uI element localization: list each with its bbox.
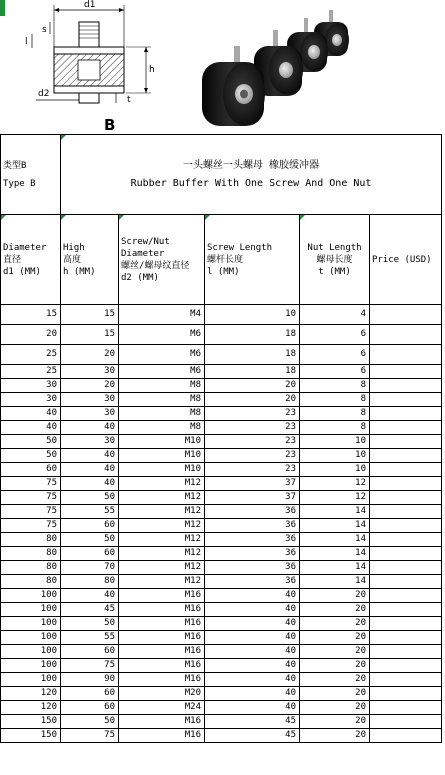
cell-thread: M10: [119, 449, 205, 463]
type-label-cell: [1, 135, 61, 215]
cell-screw-length: 36: [205, 505, 300, 519]
header-line: l (MM): [207, 266, 240, 277]
spec-table-container: [0, 134, 445, 775]
cell-nut-length: 10: [300, 435, 370, 449]
cell-diameter: 120: [1, 687, 61, 701]
table-row: [1, 659, 442, 673]
cell-diameter: 80: [1, 575, 61, 589]
header-line: Price (USD): [372, 254, 432, 265]
diagram-type-letter: B: [104, 116, 116, 134]
cell-screw-length: 40: [205, 589, 300, 603]
cell-high: 50: [61, 533, 119, 547]
cell-thread: M16: [119, 659, 205, 673]
header-line: Diameter: [3, 242, 47, 253]
cell-thread: M12: [119, 477, 205, 491]
header-diameter: [1, 215, 61, 305]
cell-thread: M12: [119, 575, 205, 589]
cell-thread: M8: [119, 379, 205, 393]
cell-screw-length: 20: [205, 393, 300, 407]
cell-screw-length: 23: [205, 449, 300, 463]
header-screw-length: [205, 215, 300, 305]
cell-screw-length: 23: [205, 463, 300, 477]
header-row: [1, 215, 442, 305]
cell-nut-length: 4: [300, 305, 370, 325]
header-line: 直径: [3, 254, 22, 265]
cell-nut-length: 14: [300, 505, 370, 519]
cell-high: 40: [61, 463, 119, 477]
table-row: [1, 463, 442, 477]
cell-nut-length: 12: [300, 491, 370, 505]
cell-diameter: 50: [1, 449, 61, 463]
cell-high: 40: [61, 477, 119, 491]
table-row: [1, 365, 442, 379]
cell-high: 50: [61, 491, 119, 505]
table-row: [1, 701, 442, 715]
cell-thread: M4: [119, 305, 205, 325]
cell-nut-length: 10: [300, 463, 370, 477]
table-row: [1, 477, 442, 491]
header-line: Diameter: [121, 248, 165, 259]
header-line: Screw/Nut: [121, 236, 170, 247]
cell-price: [370, 617, 442, 631]
cell-thread: M8: [119, 421, 205, 435]
cell-screw-length: 40: [205, 687, 300, 701]
cell-high: 40: [61, 449, 119, 463]
product-images: [0, 0, 445, 134]
cell-high: 20: [61, 379, 119, 393]
cell-high: 15: [61, 325, 119, 345]
cell-nut-length: 20: [300, 617, 370, 631]
cell-screw-length: 18: [205, 325, 300, 345]
cell-nut-length: 14: [300, 519, 370, 533]
cell-nut-length: 20: [300, 673, 370, 687]
cell-screw-length: 40: [205, 701, 300, 715]
cell-high: 45: [61, 603, 119, 617]
cell-nut-length: 14: [300, 547, 370, 561]
cell-thread: M16: [119, 645, 205, 659]
cell-nut-length: 8: [300, 393, 370, 407]
cell-diameter: 60: [1, 463, 61, 477]
cell-high: 30: [61, 393, 119, 407]
cell-screw-length: 20: [205, 379, 300, 393]
cell-nut-length: 14: [300, 533, 370, 547]
table-row: [1, 561, 442, 575]
cell-price: [370, 533, 442, 547]
cell-price: [370, 729, 442, 743]
cell-diameter: 100: [1, 673, 61, 687]
cell-high: 60: [61, 701, 119, 715]
cell-nut-length: 20: [300, 701, 370, 715]
table-row: [1, 325, 442, 345]
cell-screw-length: 36: [205, 547, 300, 561]
cell-high: 30: [61, 365, 119, 379]
cell-high: 50: [61, 617, 119, 631]
cell-nut-length: 20: [300, 715, 370, 729]
header-line: 螺丝/螺母纹直径: [121, 260, 190, 271]
table-row: [1, 547, 442, 561]
table-row: [1, 449, 442, 463]
cell-high: 75: [61, 729, 119, 743]
cell-thread: M24: [119, 701, 205, 715]
cell-nut-length: 8: [300, 407, 370, 421]
title-en: Rubber Buffer With One Screw And One Nut: [130, 177, 372, 189]
table-row: [1, 491, 442, 505]
cell-high: 60: [61, 687, 119, 701]
cell-price: [370, 631, 442, 645]
table-row: [1, 421, 442, 435]
table-row: [1, 631, 442, 645]
cell-diameter: 100: [1, 631, 61, 645]
cell-screw-length: 23: [205, 407, 300, 421]
cell-price: [370, 547, 442, 561]
cell-price: [370, 379, 442, 393]
cell-screw-length: 45: [205, 715, 300, 729]
cell-price: [370, 603, 442, 617]
cell-nut-length: 6: [300, 325, 370, 345]
cell-thread: M20: [119, 687, 205, 701]
cell-screw-length: 40: [205, 659, 300, 673]
cell-thread: M16: [119, 617, 205, 631]
cell-screw-length: 37: [205, 491, 300, 505]
header-nut-length: [300, 215, 370, 305]
cell-screw-length: 40: [205, 631, 300, 645]
cell-diameter: 80: [1, 533, 61, 547]
header-line: Screw Length: [207, 242, 273, 253]
cell-price: [370, 407, 442, 421]
cell-screw-length: 37: [205, 477, 300, 491]
cell-diameter: 25: [1, 345, 61, 365]
table-row: [1, 505, 442, 519]
header-line: 螺母长度: [316, 254, 353, 265]
table-row: [1, 519, 442, 533]
header-line: h (MM): [63, 266, 96, 277]
table-row: [1, 589, 442, 603]
cell-price: [370, 435, 442, 449]
cell-price: [370, 561, 442, 575]
cell-price: [370, 715, 442, 729]
cell-screw-length: 23: [205, 421, 300, 435]
cell-price: [370, 477, 442, 491]
cell-price: [370, 365, 442, 379]
header-line: 螺杆长度: [207, 254, 244, 265]
cell-price: [370, 421, 442, 435]
table-row: [1, 575, 442, 589]
cell-high: 90: [61, 673, 119, 687]
spec-table: [0, 134, 442, 743]
header-screw-nut-diameter: [119, 215, 205, 305]
cell-diameter: 100: [1, 645, 61, 659]
cell-thread: M16: [119, 589, 205, 603]
cell-price: [370, 589, 442, 603]
cell-diameter: 80: [1, 561, 61, 575]
cell-nut-length: 20: [300, 631, 370, 645]
label-t: t: [127, 95, 131, 105]
cell-thread: M16: [119, 729, 205, 743]
table-row: [1, 533, 442, 547]
cell-nut-length: 6: [300, 345, 370, 365]
cell-price: [370, 449, 442, 463]
cell-screw-length: 18: [205, 365, 300, 379]
type-row: [1, 135, 442, 215]
cell-diameter: 40: [1, 421, 61, 435]
cell-nut-length: 20: [300, 645, 370, 659]
cell-nut-length: 20: [300, 687, 370, 701]
cell-screw-length: 10: [205, 305, 300, 325]
cell-diameter: 75: [1, 477, 61, 491]
cell-screw-length: 36: [205, 519, 300, 533]
cell-price: [370, 325, 442, 345]
label-s: s: [42, 25, 47, 35]
cell-thread: M10: [119, 435, 205, 449]
cell-thread: M16: [119, 673, 205, 687]
table-row: [1, 645, 442, 659]
type-cn: 类型B: [3, 160, 27, 171]
cell-diameter: 75: [1, 519, 61, 533]
header-line: Nut Length: [307, 242, 362, 253]
cell-price: [370, 701, 442, 715]
cell-price: [370, 345, 442, 365]
cell-nut-length: 8: [300, 421, 370, 435]
cell-nut-length: 8: [300, 379, 370, 393]
cell-corner-marker: [0, 0, 5, 16]
cell-price: [370, 575, 442, 589]
cell-nut-length: 10: [300, 449, 370, 463]
cell-screw-length: 40: [205, 645, 300, 659]
cell-high: 15: [61, 305, 119, 325]
cell-screw-length: 23: [205, 435, 300, 449]
cell-high: 70: [61, 561, 119, 575]
cell-high: 80: [61, 575, 119, 589]
table-row: [1, 379, 442, 393]
cell-price: [370, 673, 442, 687]
cell-thread: M12: [119, 533, 205, 547]
label-d2: d2: [38, 89, 50, 99]
cell-high: 75: [61, 659, 119, 673]
cell-high: 55: [61, 505, 119, 519]
cell-diameter: 120: [1, 701, 61, 715]
cell-diameter: 100: [1, 603, 61, 617]
table-row: [1, 729, 442, 743]
cell-thread: M12: [119, 547, 205, 561]
cell-diameter: 150: [1, 715, 61, 729]
cell-high: 60: [61, 645, 119, 659]
cell-nut-length: 20: [300, 729, 370, 743]
cell-screw-length: 36: [205, 575, 300, 589]
cell-price: [370, 659, 442, 673]
cell-nut-length: 20: [300, 603, 370, 617]
cell-high: 40: [61, 421, 119, 435]
table-row: [1, 603, 442, 617]
cell-screw-length: 36: [205, 533, 300, 547]
cell-price: [370, 463, 442, 477]
cell-diameter: 80: [1, 547, 61, 561]
type-title-cell: [61, 135, 442, 215]
table-row: [1, 345, 442, 365]
table-row: [1, 715, 442, 729]
cell-price: [370, 305, 442, 325]
cell-price: [370, 519, 442, 533]
cell-nut-length: 6: [300, 365, 370, 379]
cell-high: 20: [61, 345, 119, 365]
cell-nut-length: 14: [300, 561, 370, 575]
label-l: l: [25, 37, 28, 47]
table-row: [1, 673, 442, 687]
cell-screw-length: 18: [205, 345, 300, 365]
table-row: [1, 617, 442, 631]
cell-price: [370, 491, 442, 505]
cell-thread: M8: [119, 407, 205, 421]
cell-diameter: 100: [1, 617, 61, 631]
label-h: h: [149, 65, 155, 75]
cell-diameter: 40: [1, 407, 61, 421]
cell-thread: M12: [119, 519, 205, 533]
cell-diameter: 30: [1, 393, 61, 407]
cell-thread: M12: [119, 561, 205, 575]
cell-thread: M16: [119, 715, 205, 729]
table-row: [1, 393, 442, 407]
header-line: d1 (MM): [3, 266, 41, 277]
title-cn: 一头螺丝一头螺母 橡胶缓冲器: [183, 159, 320, 171]
header-line: t (MM): [318, 266, 351, 277]
header-line: d2 (MM): [121, 272, 159, 283]
cell-diameter: 100: [1, 659, 61, 673]
header-price: [370, 215, 442, 305]
label-d1: d1: [84, 0, 96, 10]
cell-diameter: 150: [1, 729, 61, 743]
cell-diameter: 100: [1, 589, 61, 603]
cell-nut-length: 20: [300, 659, 370, 673]
cell-high: 30: [61, 435, 119, 449]
table-row: [1, 305, 442, 325]
cell-diameter: 75: [1, 505, 61, 519]
cell-nut-length: 14: [300, 575, 370, 589]
cell-diameter: 50: [1, 435, 61, 449]
buffer-technical-drawing: [6, 0, 176, 134]
buffer-product-photo: [192, 6, 372, 132]
table-row: [1, 687, 442, 701]
cell-high: 50: [61, 715, 119, 729]
cell-high: 60: [61, 519, 119, 533]
cell-thread: M16: [119, 603, 205, 617]
type-en: Type B: [3, 178, 36, 189]
cell-high: 60: [61, 547, 119, 561]
cell-screw-length: 40: [205, 603, 300, 617]
cell-thread: M12: [119, 505, 205, 519]
cell-diameter: 75: [1, 491, 61, 505]
cell-high: 40: [61, 589, 119, 603]
cell-nut-length: 20: [300, 589, 370, 603]
cell-screw-length: 40: [205, 617, 300, 631]
table-row: [1, 407, 442, 421]
cell-thread: M6: [119, 365, 205, 379]
cell-thread: M16: [119, 631, 205, 645]
cell-high: 55: [61, 631, 119, 645]
cell-thread: M6: [119, 345, 205, 365]
header-line: 高度: [63, 254, 82, 265]
cell-thread: M12: [119, 491, 205, 505]
cell-diameter: 20: [1, 325, 61, 345]
cell-thread: M6: [119, 325, 205, 345]
table-row: [1, 435, 442, 449]
header-line: High: [63, 242, 85, 253]
cell-screw-length: 36: [205, 561, 300, 575]
header-high: [61, 215, 119, 305]
cell-price: [370, 505, 442, 519]
cell-screw-length: 45: [205, 729, 300, 743]
cell-price: [370, 645, 442, 659]
cell-thread: M10: [119, 463, 205, 477]
cell-thread: M8: [119, 393, 205, 407]
cell-price: [370, 393, 442, 407]
cell-diameter: 30: [1, 379, 61, 393]
cell-screw-length: 40: [205, 673, 300, 687]
cell-nut-length: 12: [300, 477, 370, 491]
cell-high: 30: [61, 407, 119, 421]
cell-price: [370, 687, 442, 701]
cell-diameter: 25: [1, 365, 61, 379]
cell-diameter: 15: [1, 305, 61, 325]
